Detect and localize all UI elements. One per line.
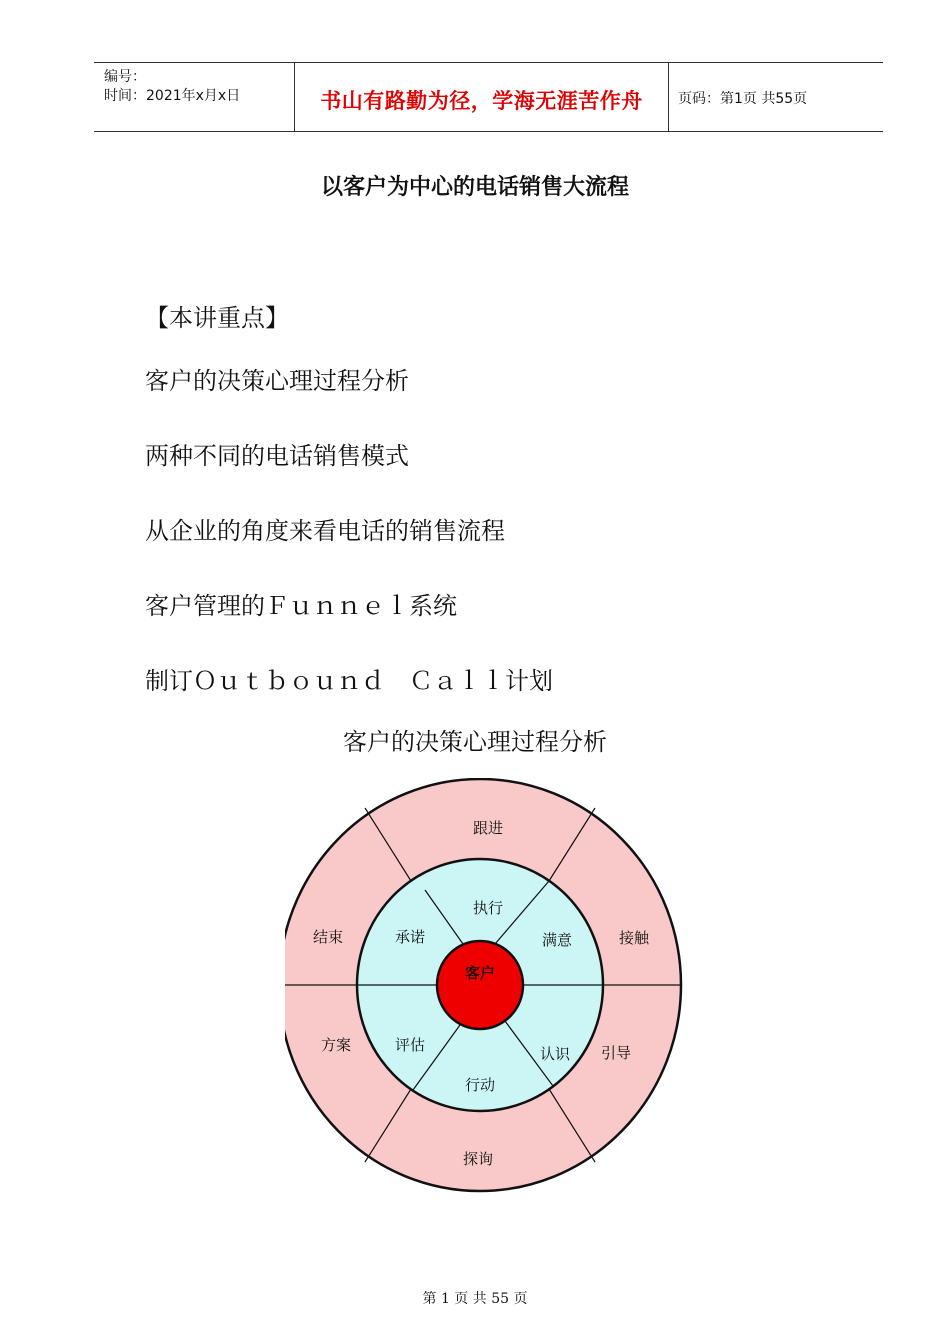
page-footer: 第 1 页 共 55 页 — [422, 1291, 528, 1307]
inner-label: 行动 — [464, 1076, 496, 1094]
outer-label: 接触 — [618, 929, 650, 947]
header-page-cell — [668, 63, 883, 131]
header-meta-cell — [94, 63, 294, 131]
document-number-label: 编号： — [104, 69, 146, 85]
header-motto-cell — [294, 63, 669, 131]
document-title: 以客户为中心的电话销售大流程 — [320, 174, 629, 200]
outer-label: 结束 — [312, 928, 344, 946]
key-point-item: 制订Ｏｕｔｂｏｕｎｄ Ｃａｌｌ计划 — [145, 667, 553, 695]
outer-label: 方案 — [320, 1036, 352, 1054]
outer-label: 引导 — [600, 1044, 632, 1062]
outer-label: 探询 — [462, 1150, 494, 1168]
key-point-item: 客户管理的Ｆｕｎｎｅｌ系统 — [145, 592, 457, 620]
header-page-code: 页码：第1页 共55页 — [678, 91, 808, 107]
inner-label: 认识 — [539, 1045, 571, 1063]
inner-label: 评估 — [394, 1036, 426, 1054]
inner-label: 承诺 — [394, 928, 426, 946]
decision-process-diagram — [285, 778, 690, 1202]
document-time-label: 时间：2021年x月x日 — [104, 88, 241, 104]
section-heading: 客户的决策心理过程分析 — [343, 728, 607, 756]
key-point-item: 客户的决策心理过程分析 — [145, 367, 409, 395]
center-circle — [437, 941, 523, 1029]
key-points-heading: 【本讲重点】 — [145, 304, 289, 332]
inner-label: 执行 — [472, 899, 504, 917]
header-table — [94, 62, 883, 132]
key-point-item: 从企业的角度来看电话的销售流程 — [145, 517, 505, 545]
inner-label: 满意 — [541, 931, 573, 949]
key-point-item: 两种不同的电话销售模式 — [145, 442, 409, 470]
outer-label: 跟进 — [472, 819, 504, 837]
header-motto: 书山有路勤为径，学海无涯苦作舟 — [320, 89, 643, 113]
center-label: 客户 — [464, 964, 496, 982]
